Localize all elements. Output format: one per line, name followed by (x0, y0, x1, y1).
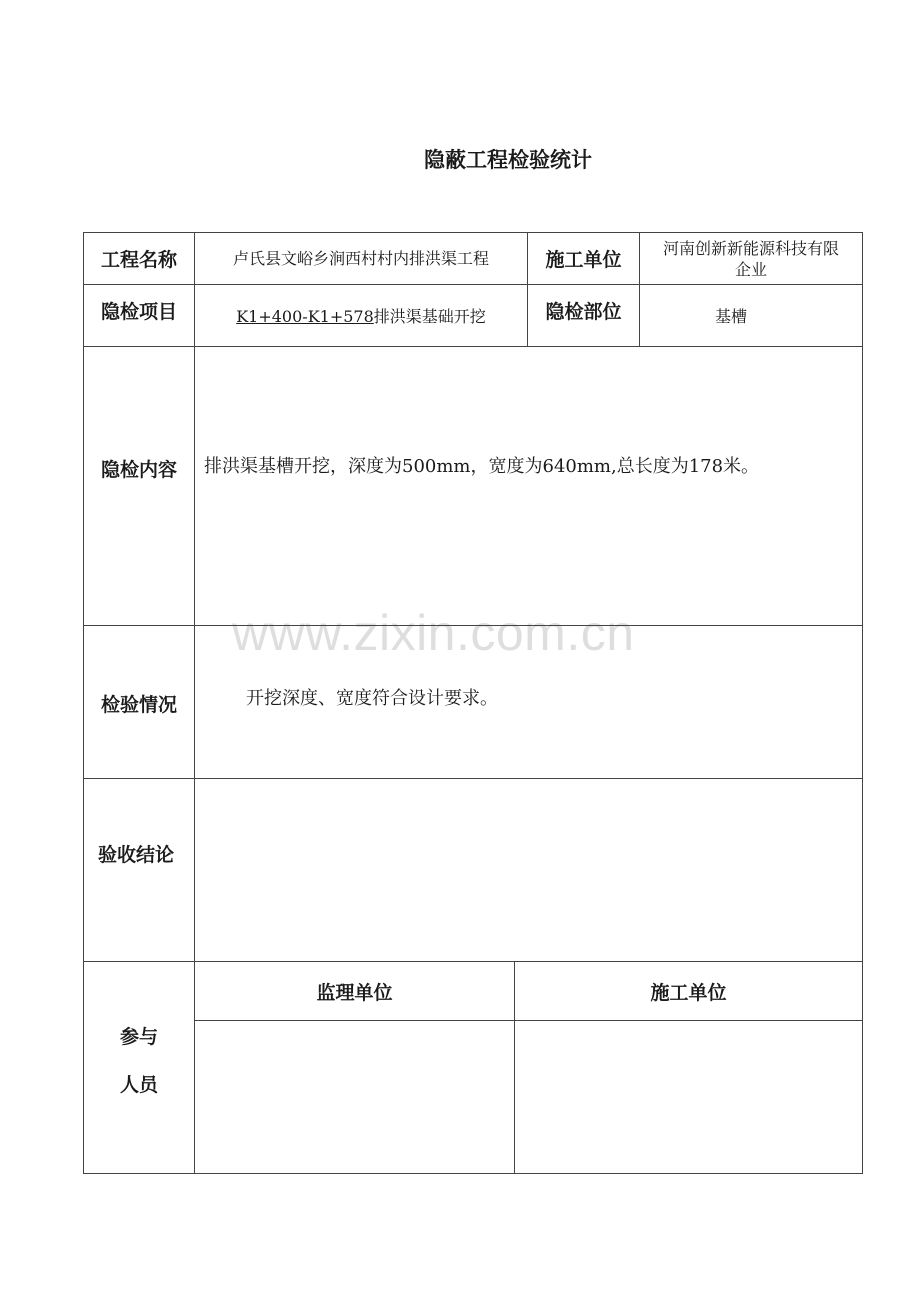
item-value-text: 排洪渠基础开挖 (373, 306, 486, 326)
contractor-value-line2: 企业 (734, 259, 767, 279)
contractor-value-line1: 河南创新新能源科技有限 (662, 238, 839, 258)
project-name-value: 卢氏县文峪乡涧西村村内排洪渠工程 (232, 249, 489, 268)
participants-label-line2: 人员 (119, 1073, 158, 1096)
conclusion-label: 验收结论 (97, 843, 174, 866)
item-label: 隐检项目 (100, 300, 177, 323)
inspection-value: 开挖深度、宽度符合设计要求。 (246, 688, 498, 709)
project-name-label: 工程名称 (100, 249, 177, 271)
content-value: 排洪渠基槽开挖，深度为500mm，宽度为640mm,总长度为178米。 (204, 456, 760, 477)
supervisor-signature-area (195, 1021, 514, 1173)
inspection-label: 检验情况 (100, 693, 177, 716)
watermark: www.zixin.com.cn (232, 605, 635, 661)
participants-label-line1: 参与 (119, 1025, 158, 1048)
supervisor-header: 监理单位 (316, 981, 393, 1004)
location-value: 基槽 (714, 306, 747, 326)
location-label: 隐检部位 (545, 300, 622, 323)
item-value (195, 296, 527, 336)
contractor-label: 施工单位 (545, 249, 622, 271)
construction-header: 施工单位 (650, 981, 727, 1004)
content-label: 隐检内容 (100, 458, 177, 481)
construction-signature-area (515, 1021, 862, 1173)
item-value-range: K1+400-K1+578 (236, 306, 374, 326)
page-title: 隐蔽工程检验统计 (424, 148, 592, 172)
contractor-value (640, 233, 862, 284)
